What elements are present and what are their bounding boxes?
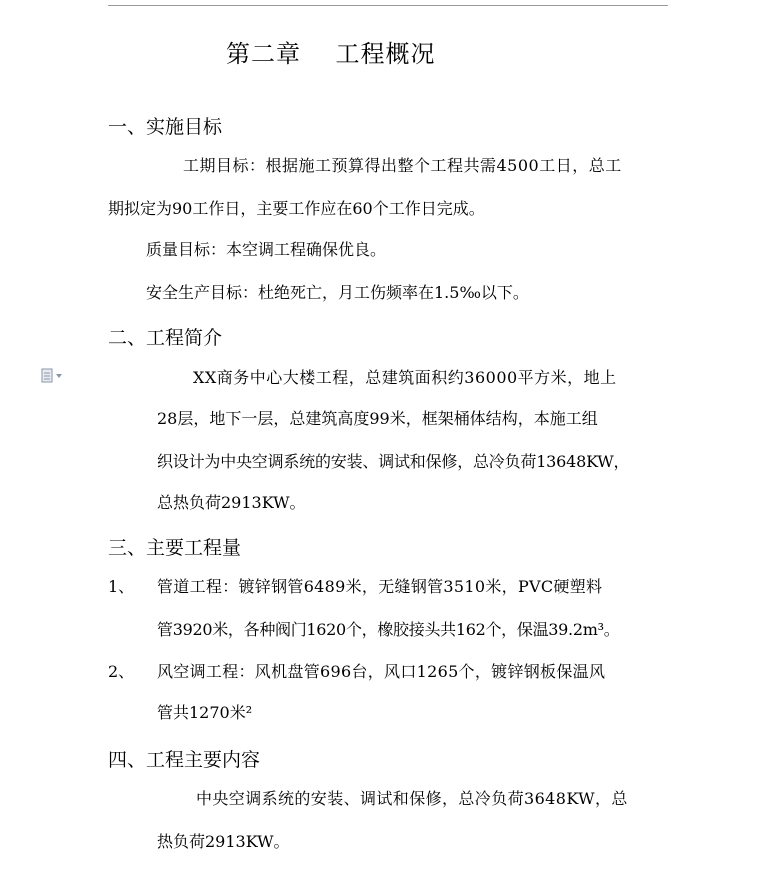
- section-1-heading: 一、实施目标: [108, 116, 223, 138]
- main-content-line-1: 中央空调系统的安装、调试和保修，总冷负荷3648KW，总: [196, 789, 628, 808]
- safety-goal: 安全生产目标：杜绝死亡，月工伤频率在1.5‰以下。: [146, 283, 529, 302]
- list-item-number: 1、: [108, 577, 135, 596]
- section-4-heading: 四、工程主要内容: [108, 749, 261, 771]
- pipe-works-line-1: 管道工程：镀锌钢管6489米，无缝钢管3510米，PVC硬塑料: [157, 577, 603, 596]
- overview-line-3: 织设计为中央空调系统的安装、调试和保修，总冷负荷13648KW，: [157, 452, 630, 471]
- duration-goal-line-1: 工期目标：根据施工预算得出整个工程共需4500工日，总工: [183, 156, 622, 175]
- pipe-works-line-2: 管3920米，各种阀门1620个，橡胶接头共162个，保温39.2m³。: [157, 620, 620, 639]
- section-2-heading: 二、工程简介: [108, 327, 223, 349]
- overview-line-1: XX商务中心大楼工程，总建筑面积约36000平方米，地上: [193, 368, 617, 387]
- document-icon[interactable]: [41, 368, 65, 384]
- quality-goal: 质量目标：本空调工程确保优良。: [146, 240, 387, 259]
- page-top-border: [108, 5, 668, 6]
- list-item-number: 2、: [108, 662, 135, 681]
- air-conditioning-works-line-1: 风空调工程：风机盘管696台，风口1265个，镀锌钢板保温风: [157, 662, 606, 681]
- main-content-line-2: 热负荷2913KW。: [157, 832, 290, 851]
- chapter-title: 第二章 工程概况: [226, 40, 436, 68]
- overview-line-2: 28层，地下一层，总建筑高度99米，框架桶体结构，本施工组: [157, 409, 598, 428]
- overview-line-4: 总热负荷2913KW。: [157, 493, 306, 512]
- air-conditioning-works-line-2: 管共1270米²: [157, 703, 253, 722]
- duration-goal-line-2: 期拟定为90工作日，主要工作应在60个工作日完成。: [108, 199, 485, 218]
- section-3-heading: 三、主要工程量: [108, 537, 242, 559]
